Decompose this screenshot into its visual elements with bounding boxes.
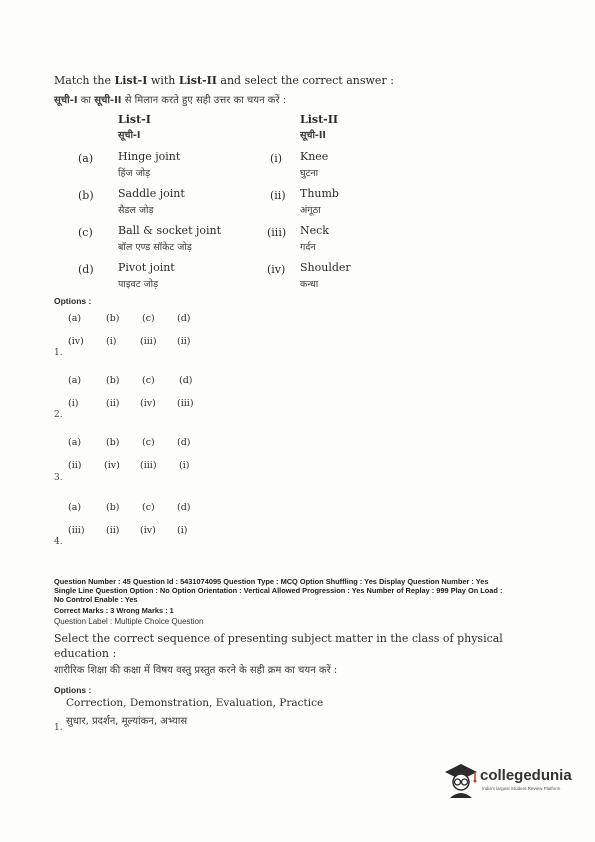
option-value: (iv) (140, 398, 156, 409)
option-value: (ii) (68, 460, 82, 471)
list2-item-hi: गर्दन (300, 242, 316, 253)
logo-name: collegedunia (480, 767, 572, 784)
list2-ref: List-II (178, 74, 217, 87)
question-meta: Question Number : 45 Question Id : 5431074095 Question Type : MCQ Option Shuffling : Yes Display Question Number : Yes (54, 577, 489, 586)
option-value: (iv) (104, 460, 120, 471)
option-value: (ii) (177, 336, 191, 347)
list1-item-hi: सैडल जोड़ (118, 205, 154, 216)
option-header: (c) (142, 313, 155, 324)
option-number[interactable]: 3. (54, 473, 63, 483)
list1-marker: (d) (78, 263, 94, 276)
option-value: (iii) (68, 525, 85, 536)
option-header: (b) (106, 313, 120, 324)
logo-tagline: India's largest Student Review Platform (482, 786, 561, 791)
list2-item-hi: कन्धा (300, 279, 319, 290)
list2-marker: (ii) (270, 189, 286, 202)
list2-item: Thumb (300, 187, 339, 200)
option-header: (a) (68, 502, 82, 513)
question-marks: Correct Marks : 3 Wrong Marks : 1 (54, 606, 174, 615)
list2-marker: (i) (270, 152, 283, 165)
option-value: (iii) (140, 336, 157, 347)
option-number[interactable]: 1. (54, 723, 63, 733)
option-value: (ii) (106, 398, 120, 409)
option-header: (c) (142, 437, 155, 448)
option-value: (i) (68, 398, 79, 409)
list1-item: Pivot joint (118, 261, 175, 274)
list2-marker: (iii) (267, 226, 287, 239)
option-header: (c) (142, 502, 155, 513)
list1-item-hi: हिंज जोड़ (118, 168, 151, 179)
option-number[interactable]: 4. (54, 537, 63, 547)
options-label: Options : (54, 296, 92, 306)
question-text-en: education : (54, 647, 117, 660)
option-header: (b) (106, 502, 120, 513)
option-header: (a) (68, 437, 82, 448)
option-header: (d) (177, 313, 191, 324)
option-value: (iv) (68, 336, 84, 347)
collegedunia-logo-icon (441, 760, 481, 800)
question-meta: No Control Enable : Yes (54, 595, 138, 604)
list2-item-hi: अंगूठा (300, 205, 321, 216)
option-text-hi: सुधार, प्रदर्शन, मूल्यांकन, अभ्यास (66, 716, 188, 727)
option-header: (d) (177, 437, 191, 448)
option-value: (i) (177, 525, 188, 536)
option-header: (b) (106, 437, 120, 448)
option-value: (iii) (177, 398, 194, 409)
list2-ref-hi: सूची-II (94, 95, 122, 106)
option-text-en: Correction, Demonstration, Evaluation, Practice (66, 697, 324, 709)
option-header: (a) (68, 375, 82, 386)
instruction-text: Match the (54, 74, 115, 87)
list2-item: Neck (300, 224, 329, 237)
option-value: (ii) (106, 525, 120, 536)
option-number[interactable]: 1. (54, 348, 63, 358)
question-instruction-en (54, 74, 394, 87)
instruction-text: का (77, 95, 95, 106)
instruction-text: and select the correct answer : (216, 74, 394, 87)
list2-marker: (iv) (267, 263, 286, 276)
list1-item-hi: बॉल एण्ड सॉकेट जोड़ (118, 242, 192, 253)
options-label: Options : (54, 685, 92, 695)
list1-ref-hi: सूची-I (54, 95, 78, 106)
option-header: (c) (142, 375, 155, 386)
list1-marker: (a) (78, 152, 94, 165)
list1-header-hi: सूची-I (118, 130, 141, 141)
question-text-hi: शारीरिक शिक्षा की कक्षा में विषय वस्तु प्रस्तुत करने के सही क्रम का चयन करें : (54, 665, 338, 676)
option-header: (d) (179, 375, 193, 386)
list2-item: Shoulder (300, 261, 351, 274)
list1-header: List-I (118, 113, 151, 126)
instruction-text: से मिलान करते हुए सही उत्तर का चयन करें : (121, 95, 287, 106)
option-value: (iv) (140, 525, 156, 536)
list1-item: Saddle joint (118, 187, 185, 200)
list1-marker: (c) (78, 226, 93, 239)
list2-item: Knee (300, 150, 329, 163)
question-label: Question Label : Multiple Choice Question (54, 617, 204, 626)
question-instruction-hi (54, 92, 286, 106)
list2-header-hi: सूची-II (300, 130, 326, 141)
option-header: (d) (177, 502, 191, 513)
list1-item: Hinge joint (118, 150, 181, 163)
list1-item: Ball & socket joint (118, 224, 222, 237)
list1-marker: (b) (78, 189, 94, 202)
list2-item-hi: घुटना (300, 168, 319, 179)
instruction-text: with (147, 74, 179, 87)
question-text-en: Select the correct sequence of presenting subject matter in the class of physical (54, 632, 503, 645)
list1-ref: List-I (114, 74, 148, 87)
option-header: (a) (68, 313, 82, 324)
option-number[interactable]: 2. (54, 410, 63, 420)
question-meta: Single Line Question Option : No Option Orientation : Vertical Allowed Progression : Yes Number of Replay : 999 Play On Load : (54, 586, 503, 595)
option-value: (i) (179, 460, 190, 471)
option-value: (iii) (140, 460, 157, 471)
list2-header: List-II (300, 113, 339, 126)
option-value: (i) (106, 336, 117, 347)
list1-item-hi: पाइवट जोड़ (118, 279, 159, 290)
option-header: (b) (106, 375, 120, 386)
